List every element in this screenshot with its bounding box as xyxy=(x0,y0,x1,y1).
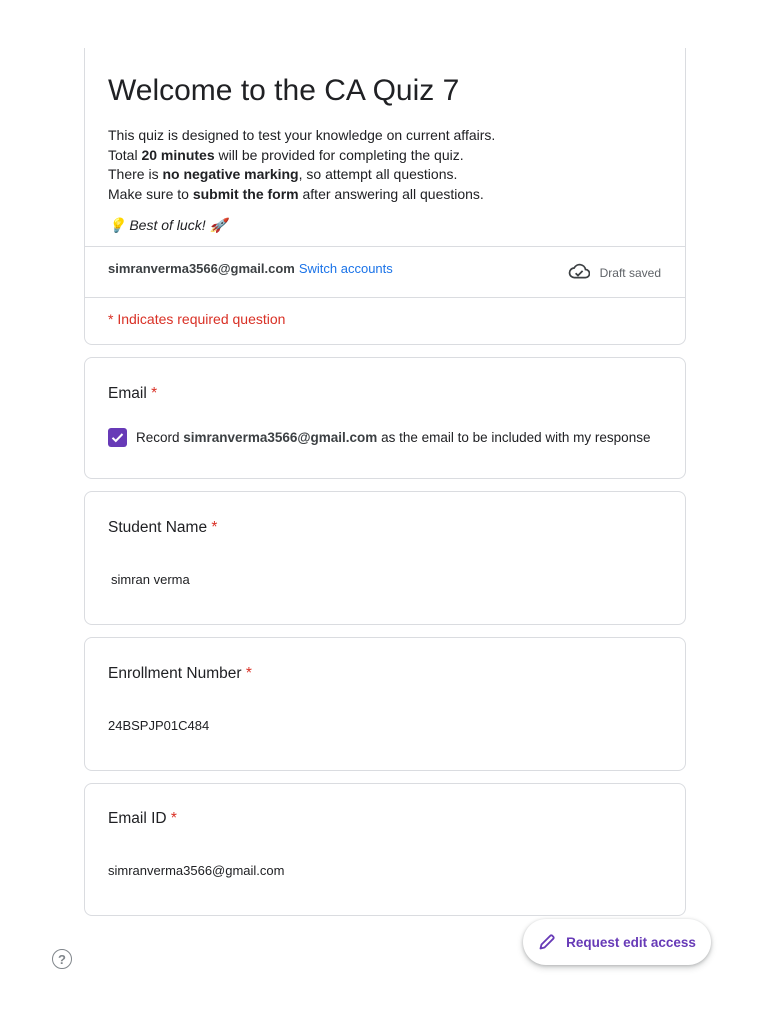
record-email-label-post: as the email to be included with my response xyxy=(377,430,651,445)
desc-line-2-bold: 20 minutes xyxy=(141,146,215,163)
question-title-email-text: Email xyxy=(108,385,147,402)
question-title-enrollment xyxy=(108,665,252,683)
desc-line-4-pre: Make sure to xyxy=(108,185,193,202)
cloud-check-icon xyxy=(568,263,590,282)
desc-line-1: This quiz is designed to test your knowledge on current affairs. xyxy=(108,127,496,143)
lightbulb-icon: 💡 xyxy=(108,217,126,233)
question-title-student-name xyxy=(108,519,217,537)
draft-status-text: Draft saved xyxy=(599,265,661,280)
email-id-input[interactable]: simranverma3566@gmail.com xyxy=(108,863,285,878)
header-divider-2 xyxy=(85,297,685,298)
desc-line-3 xyxy=(108,165,495,185)
required-note: * Indicates required question xyxy=(108,311,286,327)
record-email-label xyxy=(136,430,650,445)
desc-line-3-bold: no negative marking xyxy=(162,166,299,182)
best-of-luck xyxy=(108,217,227,234)
question-card-enrollment xyxy=(84,637,686,771)
desc-line-4-bold: submit the form xyxy=(192,185,299,202)
best-of-luck-text: Best of luck! xyxy=(129,217,206,233)
request-edit-access-button[interactable] xyxy=(523,919,711,965)
form-title: Welcome to the CA Quiz 7 xyxy=(108,74,460,107)
checkmark-icon xyxy=(111,431,124,444)
help-icon[interactable]: ? xyxy=(52,949,72,969)
account-row xyxy=(108,261,393,276)
desc-line-4 xyxy=(108,185,495,205)
question-title-enrollment-text: Enrollment Number xyxy=(108,665,242,682)
record-email-checkbox[interactable] xyxy=(108,428,127,447)
draft-status xyxy=(568,263,661,282)
form-description xyxy=(108,126,495,204)
required-asterisk: * xyxy=(151,385,158,402)
enrollment-number-input[interactable]: 24BSPJP01C484 xyxy=(108,718,210,733)
request-edit-access-label: Request edit access xyxy=(566,934,696,950)
required-asterisk: * xyxy=(170,810,177,827)
switch-accounts-link[interactable]: Switch accounts xyxy=(298,261,393,276)
desc-line-3-pre: There is xyxy=(108,166,163,182)
desc-line-3-post: , so attempt all questions. xyxy=(298,166,458,182)
student-name-input[interactable]: simran verma xyxy=(111,572,190,587)
record-email-label-pre: Record xyxy=(136,430,184,445)
desc-line-4-post: after answering all questions. xyxy=(298,185,484,202)
account-email: simranverma3566@gmail.com xyxy=(108,261,295,276)
record-email-label-email: simranverma3566@gmail.com xyxy=(183,430,378,445)
required-asterisk: * xyxy=(245,665,252,682)
question-card-email-id xyxy=(84,783,686,916)
desc-line-2-post: will be provided for completing the quiz. xyxy=(214,146,464,163)
question-title-email-id xyxy=(108,810,177,828)
question-card-student-name xyxy=(84,491,686,625)
pencil-icon xyxy=(538,933,556,951)
rocket-icon: 🚀 xyxy=(209,217,227,233)
question-card-email xyxy=(84,357,686,479)
question-title-student-name-text: Student Name xyxy=(108,519,208,536)
form-header-card xyxy=(84,48,686,345)
question-title-email xyxy=(108,385,157,403)
desc-line-2 xyxy=(108,146,495,166)
required-asterisk: * xyxy=(211,519,218,536)
desc-line-2-pre: Total xyxy=(108,146,142,163)
header-divider-1 xyxy=(85,246,685,247)
question-title-email-id-text: Email ID xyxy=(108,810,167,827)
